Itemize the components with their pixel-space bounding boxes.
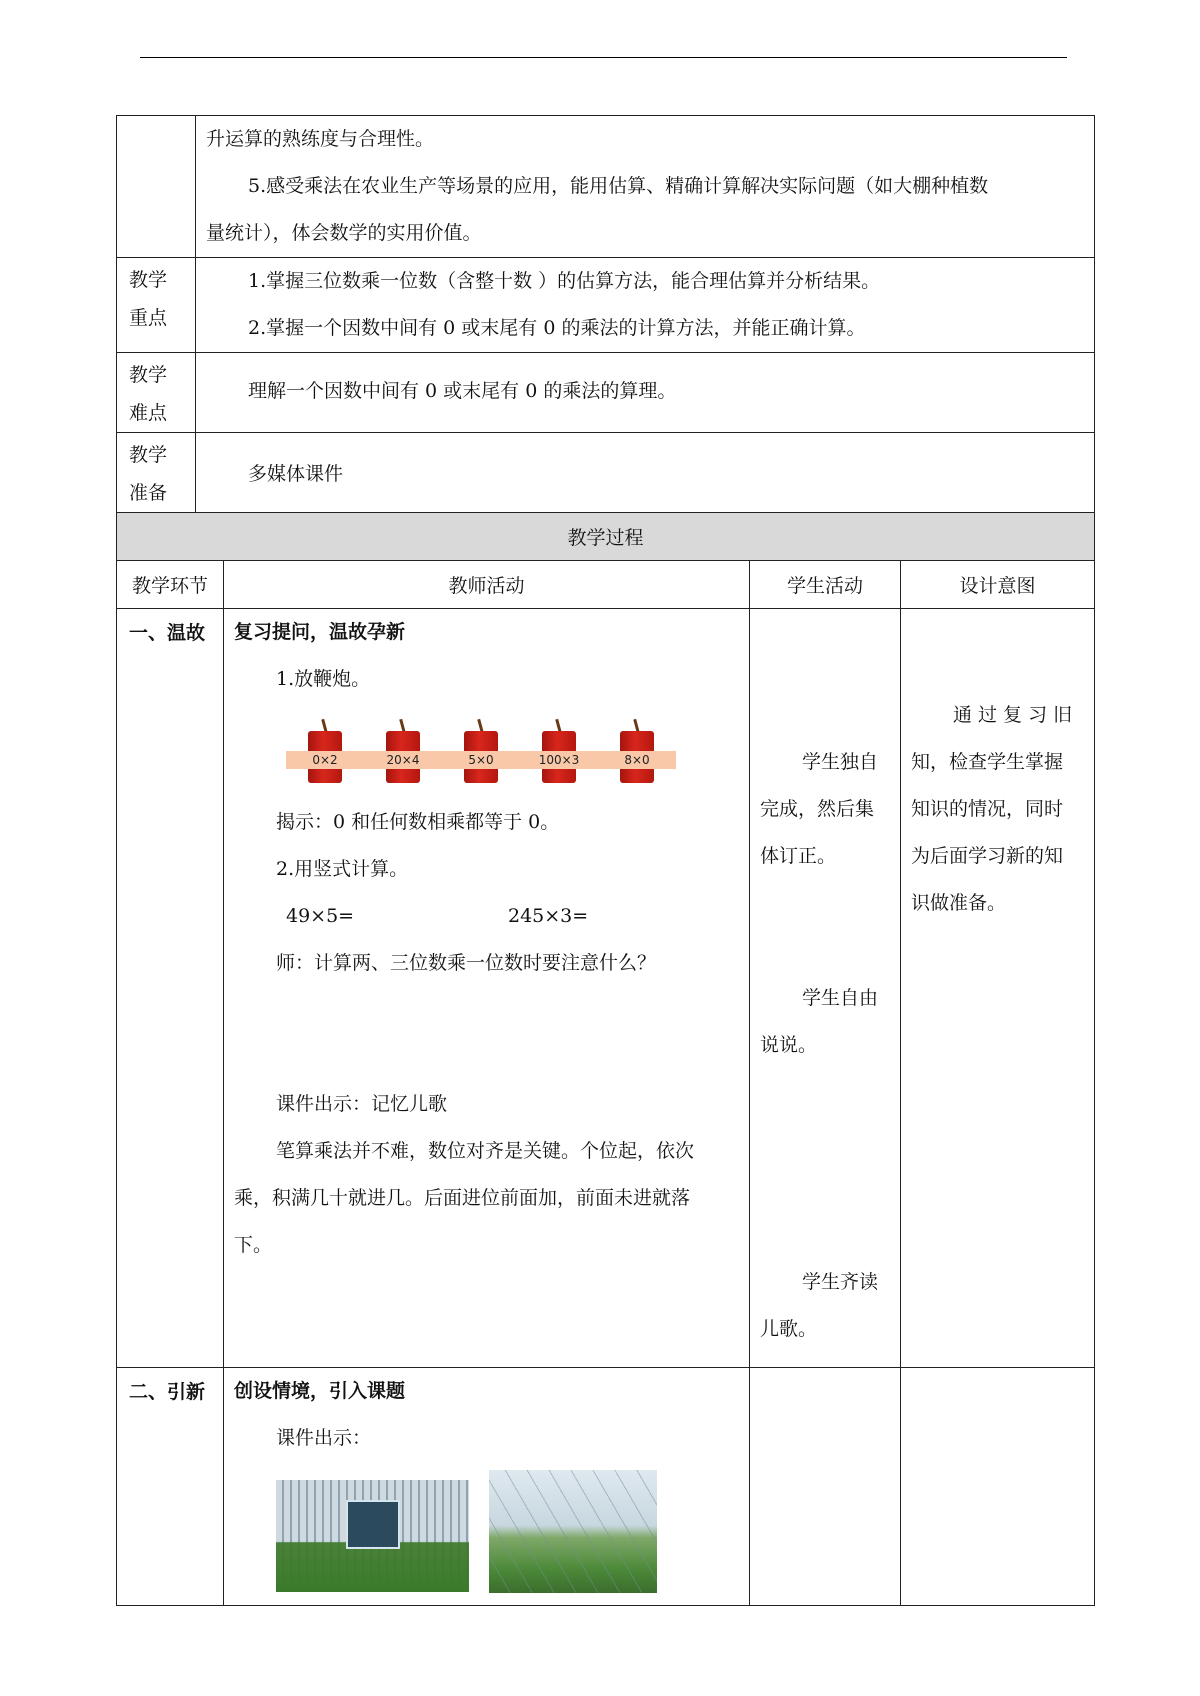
student1-line3: 体订正。 [760, 845, 837, 867]
student1-line1: 学生独自 [802, 751, 879, 773]
preparation-label-line2: 准备 [129, 482, 168, 504]
smart-greenhouse-image [276, 1480, 469, 1592]
rhyme-line3: 下。 [234, 1234, 273, 1256]
calc-row [234, 893, 739, 940]
preparation-row [117, 433, 1095, 513]
column-header-row [117, 561, 1095, 609]
header-stage: 教学环节 [117, 561, 224, 609]
goals-row [117, 116, 1095, 258]
greenhouse-crops-image [489, 1470, 657, 1593]
firecracker [286, 719, 364, 789]
header-teacher: 教师活动 [224, 561, 750, 609]
key-points-label-line2: 重点 [129, 307, 168, 329]
process-title: 教学过程 [117, 513, 1095, 561]
difficulty-label [117, 353, 196, 433]
stage1-item1: 1.放鞭炮。 [276, 668, 371, 690]
preparation-label [117, 433, 196, 513]
firecracker [364, 719, 442, 789]
stage2-row [117, 1368, 1095, 1606]
difficulty-text: 理解一个因数中间有 0 或末尾有 0 的乘法的算理。 [248, 380, 677, 402]
preparation-text: 多媒体课件 [248, 463, 344, 485]
stage1-name: 一、温故 [117, 609, 224, 1368]
difficulty-label-line1: 教学 [129, 364, 168, 386]
key-points-label-line1: 教学 [129, 269, 168, 291]
difficulty-label-line2: 难点 [129, 402, 168, 424]
stage1-item2: 2.用竖式计算。 [276, 858, 409, 880]
key-points-label [117, 258, 196, 353]
goal-5-line2: 量统计），体会数学的实用价值。 [206, 222, 482, 244]
stage1-heading: 复习提问，温故孕新 [234, 621, 406, 643]
teaching-process-table [116, 512, 1095, 1606]
key-point-2: 2.掌握一个因数中间有 0 或末尾有 0 的乘法的计算方法，并能正确计算。 [248, 317, 866, 339]
student3-line2: 儿歌。 [760, 1318, 818, 1340]
stage1-row [117, 609, 1095, 1368]
design-line5: 识做准备。 [911, 892, 1007, 914]
key-points-content [196, 258, 1095, 353]
stage1-teacher [224, 609, 750, 1368]
difficulty-content [196, 353, 1095, 433]
stage2-design [901, 1368, 1095, 1606]
student2-line1: 学生自由 [802, 987, 879, 1009]
stage2-courseware: 课件出示： [276, 1427, 372, 1449]
header-design: 设计意图 [901, 561, 1095, 609]
firecracker [598, 719, 676, 789]
stage2-student [750, 1368, 901, 1606]
greenhouse-photos [234, 1470, 739, 1593]
rhyme-line1: 笔算乘法并不难，数位对齐是关键。个位起，依次 [276, 1140, 695, 1162]
design-line4: 为后面学习新的知 [911, 845, 1064, 867]
design-line1: 通 过 复 习 旧 [953, 704, 1073, 726]
goals-content [196, 116, 1095, 258]
header-rule [140, 57, 1067, 58]
stage1-question: 师：计算两、三位数乘一位数时要注意什么？ [276, 952, 657, 974]
student3-line1: 学生齐读 [802, 1271, 879, 1293]
stage1-design [901, 609, 1095, 1368]
difficulty-row [117, 353, 1095, 433]
student1-line2: 完成，然后集 [760, 798, 875, 820]
header-student: 学生活动 [750, 561, 901, 609]
stage2-teacher [224, 1368, 750, 1606]
firecracker-row [234, 719, 739, 789]
firecracker-label: 100×3 [520, 751, 598, 769]
firecracker-label: 20×4 [364, 751, 442, 769]
key-point-1: 1.掌握三位数乘一位数（含整十数 ）的估算方法，能合理估算并分析结果。 [248, 270, 881, 292]
preparation-content [196, 433, 1095, 513]
design-line3: 知识的情况，同时 [911, 798, 1064, 820]
stage2-heading: 创设情境，引入课题 [234, 1380, 406, 1402]
calc-2: 245×3= [508, 905, 589, 927]
student2-line2: 说说。 [760, 1034, 818, 1056]
stage1-courseware: 课件出示：记忆儿歌 [276, 1093, 448, 1115]
stage1-reveal: 揭示：0 和任何数相乘都等于 0。 [276, 811, 560, 833]
design-line2: 知，检查学生掌握 [911, 751, 1064, 773]
firecracker [442, 719, 520, 789]
preparation-label-line1: 教学 [129, 444, 168, 466]
goals-label-cell [117, 116, 196, 258]
firecracker-label: 8×0 [598, 751, 676, 769]
rhyme-line2: 乘，积满几十就进几。后面进位前面加，前面未进就落 [234, 1187, 691, 1209]
lesson-info-table [116, 115, 1095, 513]
goal-5-line1: 5.感受乘法在农业生产等场景的应用，能用估算、精确计算解决实际问题（如大棚种植数 [248, 175, 989, 197]
goal-continuation: 升运算的熟练度与合理性。 [206, 128, 435, 150]
firecracker-label: 0×2 [286, 751, 364, 769]
key-points-row [117, 258, 1095, 353]
stage1-student [750, 609, 901, 1368]
stage2-name: 二、引新 [117, 1368, 224, 1606]
firecracker-label: 5×0 [442, 751, 520, 769]
calc-1: 49×5= [286, 905, 355, 927]
firecracker [520, 719, 598, 789]
